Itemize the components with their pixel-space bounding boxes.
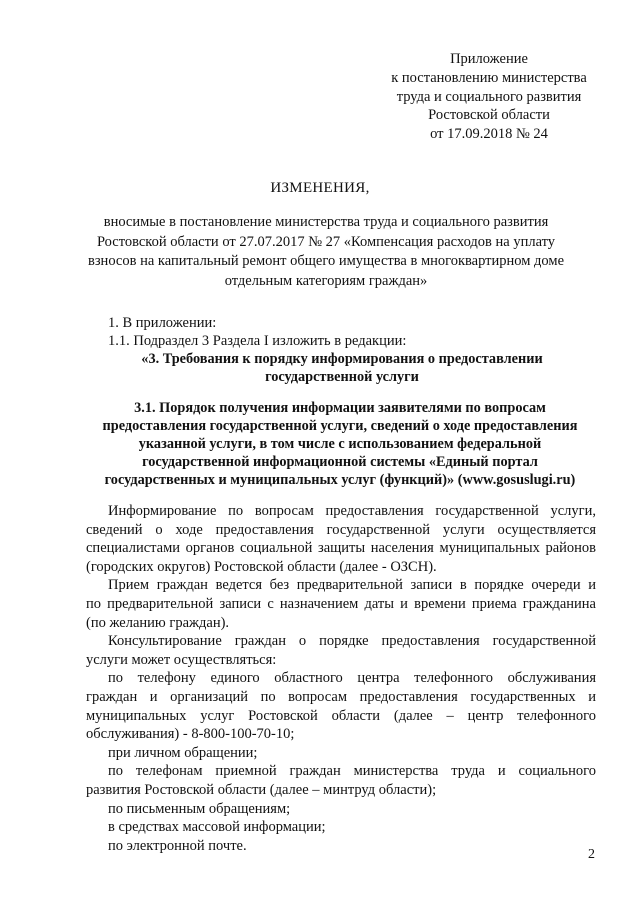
body-line: Прием граждан ведется без предварительной записи в порядке очереди и — [108, 577, 596, 594]
body-line: по телефонам приемной граждан министерства труда и социального — [108, 763, 596, 780]
item-1-1: 1.1. Подраздел 3 Раздела I изложить в редакции: — [108, 333, 407, 349]
body-line: по письменным обращениям; — [108, 800, 291, 817]
body-line: муниципальных услуг Ростовской области (далее – центр телефонного — [86, 707, 596, 724]
appendix-line: от 17.09.2018 № 24 — [430, 126, 548, 143]
body-line: услуги может осуществляться: — [86, 651, 277, 668]
body-line: Консультирование граждан о порядке предоставления государственной — [108, 633, 596, 650]
appendix-block — [360, 50, 618, 144]
body-line: в средствах массовой информации; — [108, 819, 326, 836]
appendix-line: труда и социального развития — [396, 88, 582, 105]
heading-line: государственных и муниципальных услуг (функций)» (www.gosuslugi.ru) — [104, 472, 576, 488]
body-line: специалистами органов социальной защиты населения муниципальных районов — [86, 540, 596, 557]
body-line: сведений о ходе предоставления государственной услуги осуществляется — [86, 521, 596, 538]
body-line: (городских округов) Ростовской области (далее - ОЗСН). — [86, 558, 437, 575]
body-line: Информирование по вопросам предоставления государственной услуги, — [108, 503, 596, 519]
body-line: по электронной почте. — [108, 837, 247, 854]
body-line: по телефону единого областного центра телефонного обслуживания — [108, 670, 596, 687]
appendix-line: Приложение — [450, 51, 528, 67]
appendix-line: Ростовской области — [428, 107, 550, 124]
subtitle-line: взносов на капитальный ремонт общего имущества в многоквартирном доме — [87, 253, 564, 270]
body-text — [86, 502, 596, 855]
heading-line: «3. Требования к порядку информирования о предоставлении — [141, 351, 543, 367]
item-1: 1. В приложении: — [108, 315, 217, 331]
subtitle-line: вносимые в постановление министерства труда и социального развития — [103, 214, 549, 230]
document-title: ИЗМЕНЕНИЯ, — [270, 180, 370, 196]
heading-line: государственной услуги — [265, 369, 419, 385]
page-number: 2 — [588, 847, 595, 862]
appendix-line: к постановлению министерства — [391, 69, 587, 86]
body-line: при личном обращении; — [108, 744, 258, 761]
heading-line: 3.1. Порядок получения информации заявителями по вопросам — [134, 400, 546, 416]
body-line: (по желанию граждан). — [86, 614, 230, 631]
body-line: по предварительной записи с назначением даты и времени приема гражданина — [86, 595, 596, 612]
subtitle-line: Ростовской области от 27.07.2017 № 27 «Компенсация расходов на уплату — [96, 233, 556, 250]
document-subtitle — [66, 213, 586, 291]
subtitle-line: отдельным категориям граждан» — [224, 272, 428, 289]
body-line: обслуживания) - 8-800-100-70-10; — [86, 726, 295, 743]
heading-line: предоставления государственной услуги, сведений о ходе предоставления — [102, 418, 578, 434]
body-line: развития Ростовской области (далее – минтруд области); — [86, 781, 437, 798]
section-3-heading — [112, 350, 572, 386]
body-line: граждан и организаций по вопросам предоставления государственных и — [86, 688, 596, 705]
section-3-1-heading — [60, 399, 620, 489]
heading-line: указанной услуги, в том числе с использованием федеральной — [138, 436, 542, 452]
heading-line: государственной информационной системы «Единый портал — [142, 454, 538, 470]
